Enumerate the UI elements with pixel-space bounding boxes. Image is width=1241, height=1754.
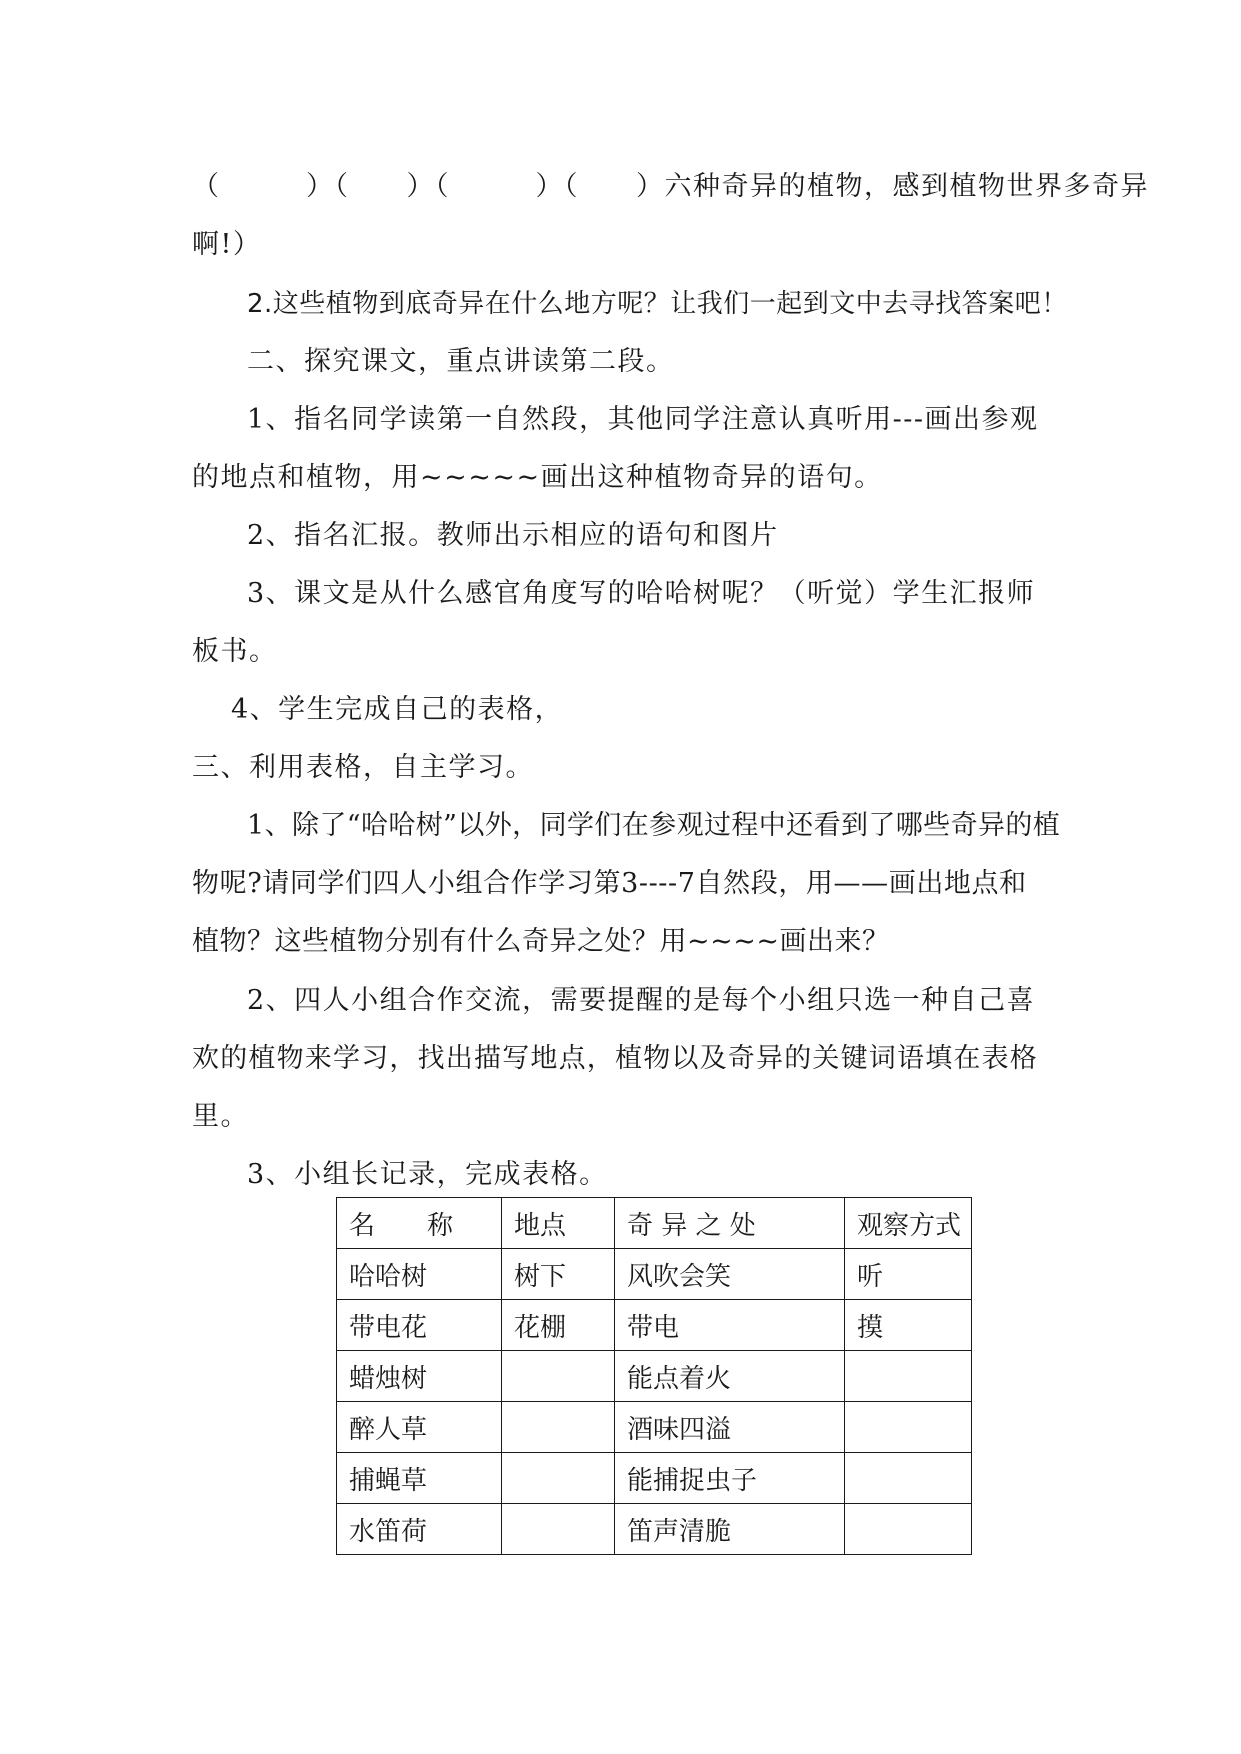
cell-method: 摸 <box>845 1300 972 1351</box>
paragraph-line: 物呢?请同学们四人小组合作学习第3----7自然段，用——画出地点和 <box>192 868 1027 899</box>
cell-method <box>845 1504 972 1555</box>
cell-name: 哈哈树 <box>337 1249 502 1300</box>
paragraph-line: 1、除了“哈哈树”以外，同学们在参观过程中还看到了哪些奇异的植 <box>247 810 1061 841</box>
paragraph-line: 植物？这些植物分别有什么奇异之处？用~~~~画出来？ <box>192 926 890 957</box>
paragraph-line: 2、指名汇报。教师出示相应的语句和图片 <box>247 520 779 551</box>
plant-observation-table <box>336 1197 972 1555</box>
cell-peculiarity: 带电 <box>615 1300 845 1351</box>
cell-peculiarity: 笛声清脆 <box>615 1504 845 1555</box>
cell-peculiarity: 风吹会笑 <box>615 1249 845 1300</box>
paragraph-line: 的地点和植物，用~~~~~画出这种植物奇异的语句。 <box>192 462 883 493</box>
cell-name: 水笛荷 <box>337 1504 502 1555</box>
cell-location <box>502 1351 615 1402</box>
cell-location <box>502 1402 615 1453</box>
cell-peculiarity: 能点着火 <box>615 1351 845 1402</box>
paragraph-line: 欢的植物来学习，找出描写地点，植物以及奇异的关键词语填在表格 <box>192 1043 1038 1074</box>
paragraph-line: 板书。 <box>192 636 278 667</box>
cell-name: 捕蝇草 <box>337 1453 502 1504</box>
cell-location: 树下 <box>502 1249 615 1300</box>
paragraph-line: 2、四人小组合作交流，需要提醒的是每个小组只选一种自己喜 <box>247 985 1036 1016</box>
paragraph-line: 里。 <box>192 1101 249 1132</box>
cell-name: 醉人草 <box>337 1402 502 1453</box>
cell-method <box>845 1402 972 1453</box>
cell-method <box>845 1453 972 1504</box>
cell-location: 花棚 <box>502 1300 615 1351</box>
paragraph-line: （ ）（ ）（ ）（ ）六种奇异的植物，感到植物世界多奇异 <box>192 171 1149 202</box>
cell-peculiarity: 能捕捉虫子 <box>615 1453 845 1504</box>
cell-method: 听 <box>845 1249 972 1300</box>
table-row <box>337 1300 972 1351</box>
paragraph-line: 1、指名同学读第一自然段，其他同学注意认真听用---画出参观 <box>247 404 1039 435</box>
header-peculiarity: 奇 异 之 处 <box>615 1198 845 1249</box>
paragraph-line: 3、课文是从什么感官角度写的哈哈树呢？（听觉）学生汇报师 <box>247 578 1036 609</box>
table-row <box>337 1453 972 1504</box>
table-row <box>337 1402 972 1453</box>
table-row <box>337 1351 972 1402</box>
header-location: 地点 <box>502 1198 615 1249</box>
paragraph-line: 4、学生完成自己的表格， <box>231 694 564 725</box>
paragraph-line: 3、小组长记录，完成表格。 <box>247 1159 608 1190</box>
cell-name: 带电花 <box>337 1300 502 1351</box>
table-header-row <box>337 1198 972 1249</box>
cell-location <box>502 1504 615 1555</box>
cell-peculiarity: 酒味四溢 <box>615 1402 845 1453</box>
header-observation-method: 观察方式 <box>845 1198 972 1249</box>
paragraph-line: 啊!） <box>192 229 262 260</box>
cell-method <box>845 1351 972 1402</box>
section-heading: 三、利用表格，自主学习。 <box>192 752 534 783</box>
paragraph-line: 2.这些植物到底奇异在什么地方呢？让我们一起到文中去寻找答案吧！ <box>247 289 1068 319</box>
table-row <box>337 1249 972 1300</box>
header-name: 名 称 <box>337 1198 502 1249</box>
section-heading: 二、探究课文，重点讲读第二段。 <box>247 346 675 377</box>
cell-name: 蜡烛树 <box>337 1351 502 1402</box>
table-row <box>337 1504 972 1555</box>
cell-location <box>502 1453 615 1504</box>
